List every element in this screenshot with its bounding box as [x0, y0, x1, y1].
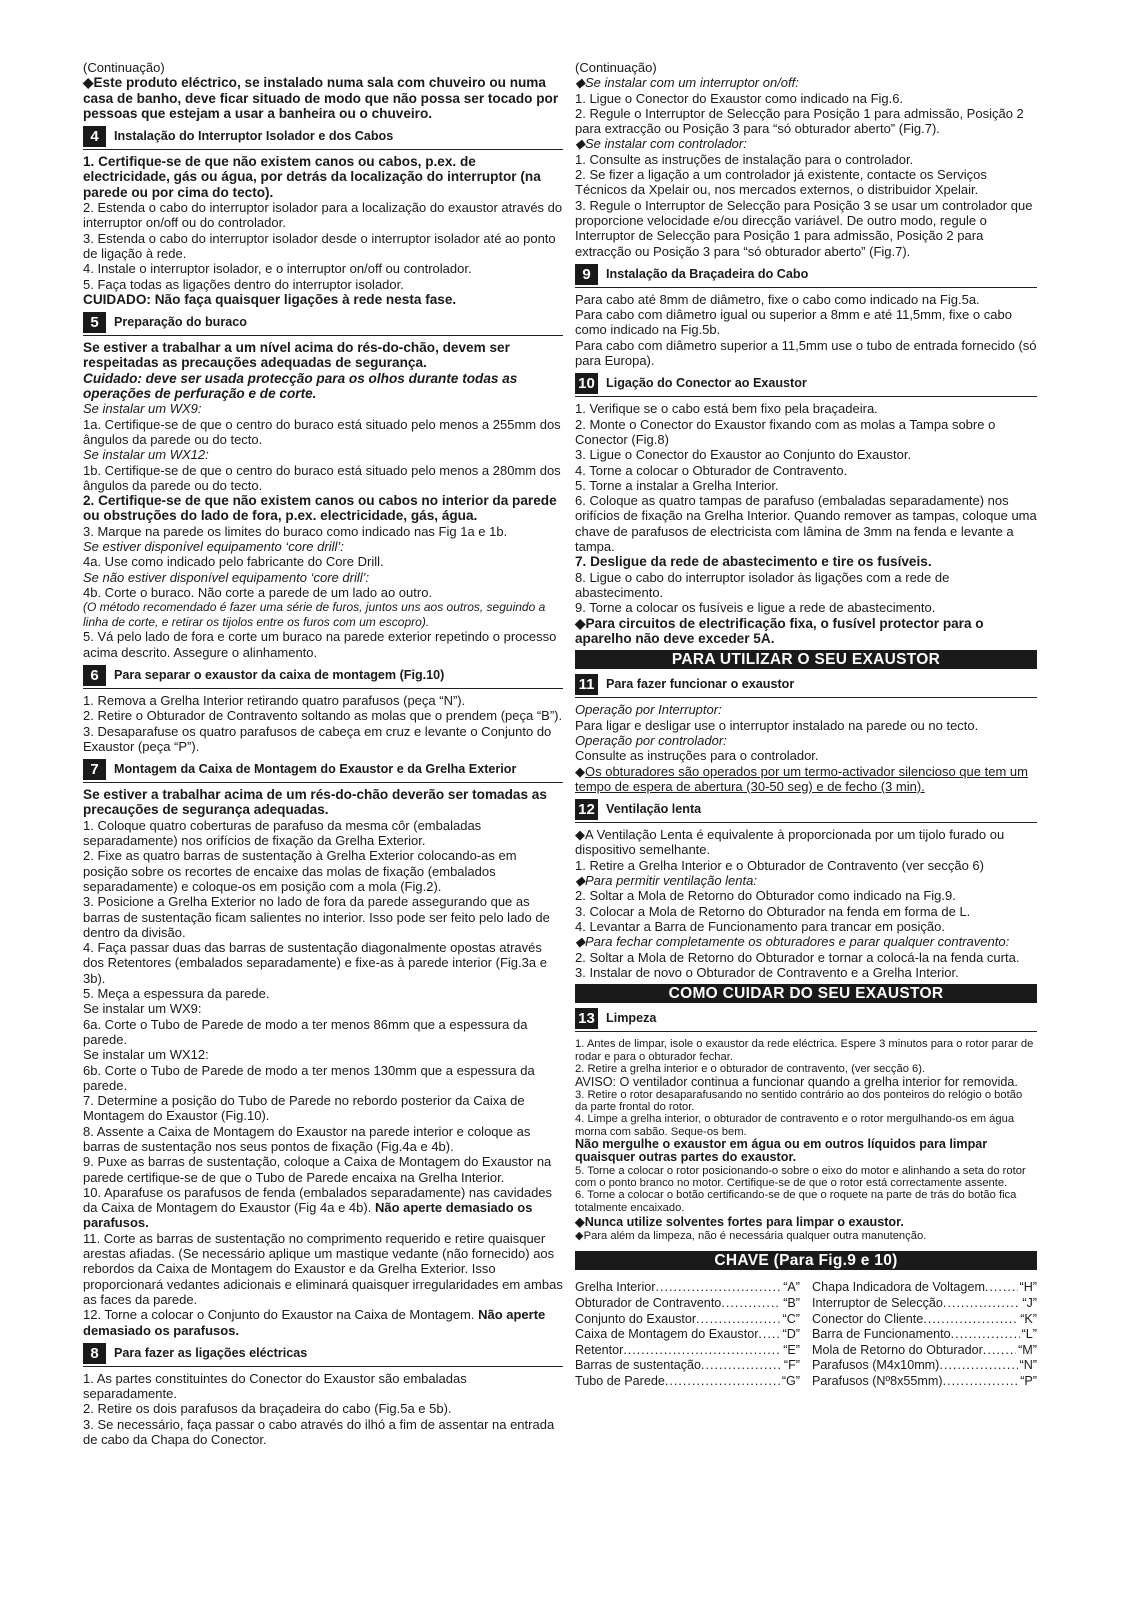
paragraph: 1. Antes de limpar, isole o exaustor da rede eléctrica. Espere 3 minutos para o rotor parar de rodar e para o obturador fechar.	[575, 1038, 1034, 1063]
paragraph: 8. Ligue o cabo do interruptor isolador às ligações com a rede de abastecimento.	[575, 569, 950, 600]
paragraph: 1. Retire a Grelha Interior e o Obturador de Contravento (ver secção 6)	[575, 857, 984, 873]
paragraph: Para ligar e desligar use o interruptor instalado na parede ou no tecto.	[575, 717, 979, 733]
key-leader-dots	[985, 1280, 1018, 1296]
section-7-header	[83, 759, 563, 783]
key-part-name: Barra de Funcionamento	[812, 1327, 951, 1342]
section-number: 12	[575, 799, 598, 820]
paragraph: 3. Instalar de novo o Obturador de Contravento e a Grelha Interior.	[575, 964, 959, 980]
key-row	[812, 1374, 1037, 1390]
paragraph: 2. Retire a grelha interior e o obturador de contravento, (ver secção 6).	[575, 1062, 926, 1075]
subheading: ◆ Se instalar com um interruptor on/off:	[575, 75, 1037, 90]
paragraph: 3. Colocar a Mola de Retorno do Obturador na fenda em forma de L.	[575, 903, 971, 919]
paragraph: 9. Puxe as barras de sustentação, coloque a Caixa de Montagem do Exaustor na parede certifique-se de que o Tubo de Parede encaixa na Grelha Interior.	[83, 1154, 552, 1185]
paragraph: Se instalar um WX12:	[83, 447, 209, 463]
paragraph: Cuidado: deve ser usada protecção para os olhos durante todas as operações de perfuração e de corte.	[83, 370, 518, 402]
section-number: 13	[575, 1008, 598, 1029]
section-number: 5	[83, 312, 106, 333]
key-leader-dots	[939, 1358, 1017, 1374]
key-part-code: “E”	[783, 1342, 800, 1357]
paragraph: 5. Faça todas as ligações dentro do interruptor isolador.	[83, 276, 404, 292]
section-number: 4	[83, 126, 106, 147]
paragraph: Se instalar um WX12:	[83, 1047, 209, 1063]
key-row	[812, 1327, 1037, 1343]
paragraph: 1b. Certifique-se de que o centro do buraco está situado pelo menos a 280mm dos ângulos da parede ou do tecto.	[83, 462, 561, 493]
paragraph: Para cabo com diâmetro superior a 11,5mm use o tubo de entrada fornecido (só para Europa).	[575, 337, 1037, 369]
section-12-header	[575, 799, 1037, 823]
fuse-warning: ◆ Para circuitos de electrificação fixa, o fusível protector para o aparelho não deve exceder 5A.	[575, 616, 1037, 647]
section-10-header	[575, 373, 1037, 397]
key-row	[812, 1296, 1037, 1312]
key-part-name: Caixa de Montagem do Exaustor	[575, 1327, 759, 1342]
key-part-code: “N”	[1019, 1358, 1037, 1373]
key-part-code: “D”	[782, 1327, 800, 1342]
key-leader-dots	[983, 1343, 1016, 1359]
paragraph: 1. Verifique se o cabo está bem fixo pela braçadeira.	[575, 401, 878, 417]
paragraph: 1. As partes constituintes do Conector do Exaustor são embaladas separadamente.	[83, 1370, 467, 1402]
paragraph: 1. Coloque quatro coberturas de parafuso da mesma côr (embaladas separadamente) nos orifícios de fixação da Grelha Exterior.	[83, 817, 482, 849]
paragraph: 4. Instale o interruptor isolador, e o interruptor on/off ou controlador.	[83, 261, 472, 277]
paragraph: 2. Soltar a Mola de Retorno do Obturador como indicado na Fig.9.	[575, 888, 956, 904]
key-part-name: Chapa Indicadora de Voltagem	[812, 1280, 985, 1295]
paragraph: 3. Estenda o cabo do interruptor isolador desde o interruptor isolador até ao ponto de ligação à rede.	[83, 230, 556, 261]
paragraph: 2. Fixe as quatro barras de sustentação à Grelha Exterior colocando-as em posição sobre os recortes de encaixe das molas de fixação (embalados separadamente) e coloque-os em posição com a mola (Fig.2).	[83, 848, 517, 894]
paragraph: 3. Posicione a Grelha Exterior no lado de fora da parede assegurando que as barras de sustentação ficam salientes no interior. Isso pode ser feito pelo lado de dentro da divisão.	[83, 894, 550, 940]
paragraph: Se não estiver disponível equipamento ‘core drill’:	[83, 569, 370, 585]
paragraph: 2. Soltar a Mola de Retorno do Obturador e tornar a colocá-la na fenda curta.	[575, 949, 1020, 965]
key-part-code: “L”	[1021, 1327, 1037, 1342]
key-part-code: “F”	[783, 1358, 800, 1373]
paragraph: 1. Ligue o Conector do Exaustor como indicado na Fig.6.	[575, 90, 904, 106]
section-title: Para fazer funcionar o exaustor	[606, 677, 795, 692]
key-row	[812, 1312, 1037, 1328]
paragraph: 2. Retire o Obturador de Contravento soltando as molas que o prendem (peça “B”).	[83, 708, 563, 724]
paragraph: 5. Vá pelo lado de fora e corte um buraco na parede exterior repetindo o processo acima descrito. Assegure o alinhamento.	[83, 629, 557, 660]
key-part-name: Parafusos (M4x10mm)	[812, 1358, 940, 1373]
paragraph: 2. Se fizer a ligação a um controlador já existente, contacte os Serviços Técnicos da Xpelair ou, nos mercados externos, o distribuidor Xpelair.	[575, 167, 987, 198]
key-leader-dots	[721, 1296, 781, 1312]
paragraph: 11. Corte as barras de sustentação no comprimento requerido e retire quaisquer arestas afiadas. (Se necessário aplique um mastique vedante (não fornecido) aos rebordos da Caixa de Montagem do Exaustor e da Grelha Exterior. Isso proporcionará vedantes adicionais e eliminará quaisquer irregularidades em ambas as faces da parede.	[83, 1230, 563, 1307]
key-part-code: “H”	[1019, 1280, 1037, 1295]
banner-use: PARA UTILIZAR O SEU EXAUSTOR	[575, 650, 1037, 669]
key-leader-dots	[758, 1327, 780, 1343]
section-11-header	[575, 674, 1037, 698]
subheading: ◆ Para permitir ventilação lenta:	[575, 873, 1037, 888]
banner-key: CHAVE (Para Fig.9 e 10)	[575, 1251, 1037, 1270]
key-part-name: Mola de Retorno do Obturador	[812, 1342, 983, 1357]
paragraph: 1. Consulte as instruções de instalação para o controlador.	[575, 151, 914, 167]
subheading: Operação por Interruptor:	[575, 702, 722, 718]
paragraph: Se estiver a trabalhar a um nível acima do rés-do-chão, devem ser respeitadas as precauções adequadas de segurança.	[83, 340, 510, 371]
key-row	[575, 1343, 800, 1359]
section-4-header	[83, 126, 563, 150]
paragraph: 4. Torne a colocar o Obturador de Contravento.	[575, 462, 848, 478]
shower-warning: ◆ Este produto eléctrico, se instalado numa sala com chuveiro ou numa casa de banho, deve ficar situado de modo que não possa ser tocado por pessoas que estejam a usar a banheira ou o chuveiro.	[83, 75, 563, 121]
parts-key	[575, 1280, 1037, 1389]
paragraph: ◆ A Ventilação Lenta é equivalente à proporcionada por um tijolo furado ou dispositivo semelhante.	[575, 827, 1037, 858]
paragraph: 6. Torne a colocar o botão certificando-se de que o roquete na parte de trás do botão fica totalmente encaixado.	[575, 1189, 1017, 1214]
section-number: 9	[575, 264, 598, 285]
paragraph: 4. Limpe a grelha interior, o obturador de contravento e o rotor mergulhando-os em água morna com sabão. Seque-os bem.	[575, 1113, 1015, 1138]
paragraph: 8. Assente a Caixa de Montagem do Exaustor na parede interior e coloque as barras de sustentação nos seus pontos de fixação (Fig.4a e 4b).	[83, 1123, 531, 1154]
paragraph: 4a. Use como indicado pelo fabricante do Core Drill.	[83, 554, 384, 570]
paragraph: Se instalar um WX9:	[83, 1001, 202, 1017]
key-row	[812, 1280, 1037, 1296]
maintenance-note: ◆ Para além da limpeza, não é necessária qualquer outra manutenção.	[575, 1230, 1037, 1242]
paragraph: (O método recomendado é fazer uma série de furos, juntos uns aos outros, seguindo a linha de corte, e retirar os tijolos entre os furos com um escopro).	[83, 600, 546, 629]
paragraph: 7. Determine a posição do Tubo de Parede no rebordo posterior da Caixa de Montagem do Exaustor (Fig.10).	[83, 1093, 525, 1124]
section-13-header	[575, 1008, 1037, 1032]
key-row	[575, 1312, 800, 1328]
paragraph: 2. Regule o Interruptor de Selecção para Posição 1 para admissão, Posição 2 para extracção ou Posição 3 para “só obturador aberto” (Fig.7).	[575, 105, 1024, 137]
key-part-name: Barras de sustentação	[575, 1358, 702, 1373]
paragraph	[83, 1185, 563, 1231]
banner-care: COMO CUIDAR DO SEU EXAUSTOR	[575, 984, 1037, 1003]
key-leader-dots	[696, 1312, 780, 1328]
key-part-code: “M”	[1018, 1342, 1037, 1357]
key-part-code: “G”	[781, 1373, 800, 1388]
key-row	[575, 1296, 800, 1312]
paragraph: 6a. Corte o Tubo de Parede de modo a ter menos 86mm que a espessura da parede.	[83, 1016, 528, 1047]
paragraph: 2. Estenda o cabo do interruptor isolador para a localização do exaustor através do interruptor on/off ou do controlador.	[83, 200, 563, 231]
paragraph: 3. Desaparafuse os quatro parafusos de cabeça em cruz e levante o Conjunto do Exaustor (peça “P”).	[83, 723, 552, 754]
shutter-note	[575, 764, 1037, 795]
key-leader-dots	[701, 1358, 782, 1374]
right-column	[575, 60, 1037, 1390]
section-title: Montagem da Caixa de Montagem do Exaustor e da Grelha Exterior	[114, 762, 517, 777]
key-part-name: Conector do Cliente	[812, 1311, 924, 1326]
paragraph: 7. Desligue da rede de abastecimento e tire os fusíveis.	[575, 554, 932, 570]
paragraph: 4. Faça passar duas das barras de sustentação diagonalmente opostas através dos Retentores (embalados separadamente) e fixe-as à parede interior (Fig.3a e 3b).	[83, 940, 547, 986]
solvent-warning: ◆ Nunca utilize solventes fortes para limpar o exaustor.	[575, 1214, 1037, 1230]
continuation-label: (Continuação)	[83, 60, 165, 75]
paragraph: 4. Levantar a Barra de Funcionamento para trancar em posição.	[575, 918, 945, 934]
section-number: 10	[575, 373, 598, 394]
paragraph: 3. Se necessário, faça passar o cabo através do ilhó a fim de assentar na entrada de cabo da Chapa do Conector.	[83, 1416, 555, 1448]
paragraph: Para cabo até 8mm de diâmetro, fixe o cabo como indicado na Fig.5a.	[575, 291, 980, 307]
section-9-header	[575, 264, 1037, 288]
paragraph: 2. Retire os dois parafusos da braçadeira do cabo (Fig.5a e 5b).	[83, 1401, 452, 1417]
section-title: Preparação do buraco	[114, 315, 247, 329]
key-part-code: “C”	[782, 1311, 800, 1326]
paragraph: 3. Ligue o Conector do Exaustor ao Conjunto do Exaustor.	[575, 447, 912, 463]
paragraph: Se estiver a trabalhar acima de um rés-do-chão deverão ser tomadas as precauções de segurança adequadas.	[83, 787, 547, 818]
paragraph: 2. Certifique-se de que não existem canos ou cabos no interior da parede ou obstruções do lado de fora, p.ex. electricidade, gás, água.	[83, 493, 557, 524]
bold-note: Não aperte demasiado os parafusos.	[83, 1200, 533, 1231]
section-title: Limpeza	[606, 1011, 657, 1026]
key-leader-dots	[951, 1327, 1020, 1343]
paragraph: 1a. Certifique-se de que o centro do buraco está situado pelo menos a 255mm dos ângulos da parede ou do tecto.	[83, 416, 561, 447]
paragraph	[83, 1307, 563, 1338]
paragraph: 6. Coloque as quatro tampas de parafuso (embaladas separadamente) nos orifícios de fixação na Grelha Interior. Quando remover as tampas, coloque uma chave de parafusos de electricista com lâmina de 3mm na fenda e levante a tampa.	[575, 493, 1037, 555]
paragraph: 1. Certifique-se de que não existem canos ou cabos, p.ex. de electricidade, gás ou água, por detrás da localização do interruptor (na parede ou por cima do tecto).	[83, 154, 541, 200]
key-part-name: Obturador de Contravento	[575, 1295, 722, 1310]
subheading: ◆ Se instalar com controlador:	[575, 136, 1037, 151]
paragraph: 4b. Corte o buraco. Não corte a parede de um lado ao outro.	[83, 584, 433, 600]
key-part-name: Interruptor de Selecção	[812, 1295, 943, 1310]
continuation-label: (Continuação)	[575, 60, 657, 75]
key-part-name: Tubo de Parede	[575, 1373, 665, 1388]
key-part-code: “P”	[1020, 1373, 1037, 1388]
key-leader-dots	[943, 1296, 1020, 1312]
underlined-text: Os obturadores são operados por um termo-activador silencioso que tem um tempo de espera de abertura (30-50 seg) e de fecho (3 min).	[575, 763, 1028, 794]
key-leader-dots	[623, 1343, 781, 1359]
paragraph: Se estiver disponível equipamento ‘core drill’:	[83, 539, 344, 555]
key-part-name: Parafusos (Nº8x55mm)	[812, 1373, 943, 1388]
key-row	[812, 1358, 1037, 1374]
section-number: 8	[83, 1343, 106, 1364]
section-5-header	[83, 312, 563, 336]
warning-text: AVISO: O ventilador continua a funcionar quando a grelha interior for removida.	[575, 1075, 1018, 1090]
key-leader-dots	[943, 1374, 1019, 1390]
key-part-name: Grelha Interior	[575, 1280, 656, 1295]
section-title: Instalação do Interruptor Isolador e dos Cabos	[114, 129, 394, 144]
subheading: Operação por controlador:	[575, 732, 727, 748]
caution-note: CUIDADO: Não faça quaisquer ligações à rede nesta fase.	[83, 291, 457, 307]
paragraph: 9. Torne a colocar os fusíveis e ligue a rede de abastecimento.	[575, 600, 936, 616]
key-leader-dots	[923, 1312, 1018, 1328]
key-row	[575, 1358, 800, 1374]
key-column-right	[812, 1280, 1037, 1389]
paragraph: 5. Meça a espessura da parede.	[83, 986, 270, 1002]
key-row	[575, 1327, 800, 1343]
section-title: Ventilação lenta	[606, 802, 702, 817]
key-part-code: “J”	[1022, 1295, 1037, 1310]
key-row	[575, 1374, 800, 1390]
key-part-name: Conjunto do Exaustor	[575, 1311, 697, 1326]
paragraph: 6b. Corte o Tubo de Parede de modo a ter menos 130mm que a espessura da parede.	[83, 1062, 535, 1093]
paragraph: 3. Regule o Interruptor de Selecção para Posição 3 se usar um controlador que proporcione velocidade e/ou direcção variável. De outro modo, regule o Interruptor de Selecção para Posição 1 para admissão, Posição 2 para extracção ou Posição 3 para “só obturador aberto” (Fig.7).	[575, 197, 1033, 259]
section-number: 7	[83, 759, 106, 780]
paragraph: 3. Marque na parede os limites do buraco como indicado nas Fig 1a e 1b.	[83, 523, 508, 539]
text: 10. Aparafuse os parafusos de fenda (embalados separadamente) nas cavidades da Caixa de Montagem do Exaustor (Fig 4a e 4b).	[83, 1184, 553, 1216]
section-8-header	[83, 1343, 563, 1367]
section-number: 11	[575, 674, 598, 695]
paragraph: Se instalar um WX9:	[83, 401, 202, 417]
key-part-name: Retentor	[575, 1342, 624, 1357]
section-title: Instalação da Braçadeira do Cabo	[606, 266, 809, 281]
key-part-code: “K”	[1020, 1311, 1037, 1326]
section-title: Para separar o exaustor da caixa de montagem (Fig.10)	[114, 667, 445, 682]
paragraph: 1. Remova a Grelha Interior retirando quatro parafusos (peça “N”).	[83, 692, 466, 708]
key-row	[812, 1343, 1037, 1359]
key-row	[575, 1280, 800, 1296]
text: 12. Torne a colocar o Conjunto do Exaustor na Caixa de Montagem.	[83, 1307, 475, 1323]
key-leader-dots	[665, 1374, 780, 1390]
key-part-code: “A”	[783, 1280, 800, 1295]
paragraph: Para cabo com diâmetro igual ou superior a 8mm e até 11,5mm, fixe o cabo como indicado na Fig.5b.	[575, 307, 1012, 338]
paragraph: Consulte as instruções para o controlador.	[575, 748, 819, 764]
bold-note: Não aperte demasiado os parafusos.	[83, 1307, 546, 1338]
bold-warning: Não mergulhe o exaustor em água ou em outros líquidos para limpar quaisquer outras partes do exaustor.	[575, 1136, 988, 1165]
subheading: ◆ Para fechar completamente os obturadores e parar qualquer contravento:	[575, 934, 1037, 949]
section-number: 6	[83, 665, 106, 686]
key-leader-dots	[656, 1280, 782, 1296]
section-title: Para fazer as ligações eléctricas	[114, 1345, 308, 1360]
paragraph: 5. Torne a instalar a Grelha Interior.	[575, 477, 779, 493]
paragraph: 3. Retire o rotor desaparafusando no sentido contrário ao dos ponteiros do relógio o botão da parte frontal do rotor.	[575, 1089, 1023, 1114]
paragraph: 5. Torne a colocar o rotor posicionando-o sobre o eixo do motor e alinhando a seta do rotor com o ponto branco no motor. Certifique-se de que o rotor está correctamente assente.	[575, 1165, 1026, 1190]
section-title: Ligação do Conector ao Exaustor	[606, 376, 807, 391]
paragraph: 2. Monte o Conector do Exaustor fixando com as molas a Tampa sobre o Conector (Fig.8)	[575, 416, 996, 447]
key-part-code: “B”	[783, 1295, 800, 1310]
key-column-left	[575, 1280, 800, 1389]
section-6-header	[83, 665, 563, 689]
left-column	[83, 60, 563, 1447]
